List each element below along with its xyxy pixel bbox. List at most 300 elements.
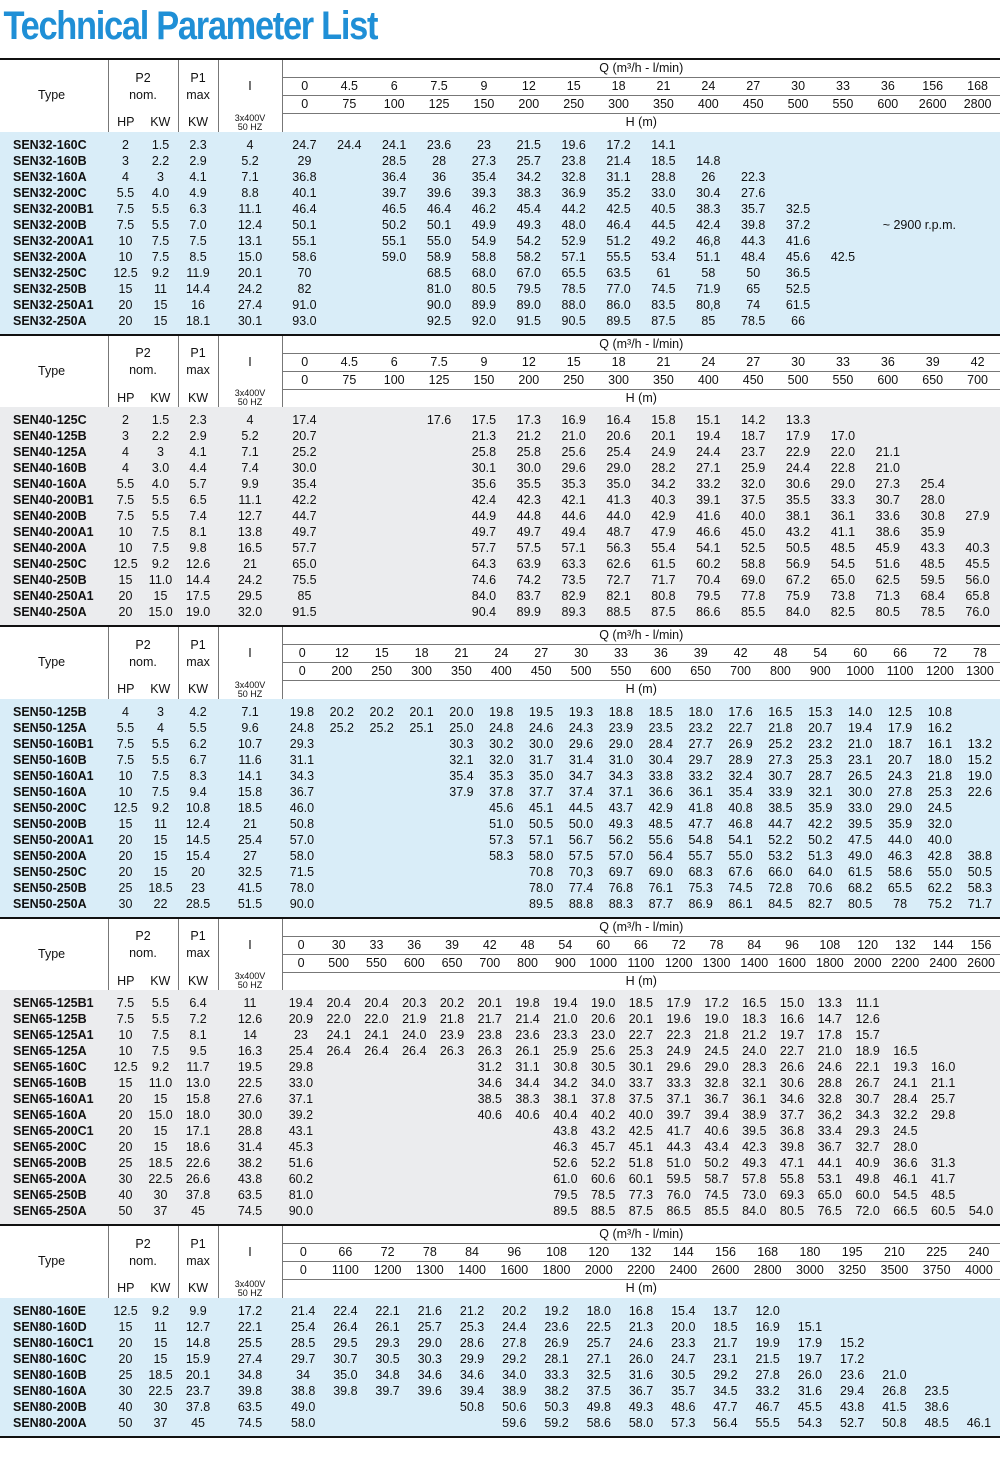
head-value: 29.0 [601,736,641,752]
kw-value: 9.2 [143,556,178,572]
kw-value: 7.5 [143,233,178,249]
current-value: 11.6 [218,752,282,768]
head-value: 33.7 [622,1075,660,1091]
head-value: 20.9 [282,1011,320,1027]
head-value: 46.3 [880,848,920,864]
head-value [327,313,372,329]
head-value: 51.0 [660,1155,698,1171]
p1-value: 18.0 [178,1107,218,1123]
head-value: 29.4 [831,1383,873,1399]
current-value: 12.6 [218,1011,282,1027]
hp-value: 12.5 [108,265,143,281]
p1-value: 2.9 [178,428,218,444]
head-value: 57.8 [735,1171,773,1187]
table-row [0,752,1000,768]
pump-type: SEN50-200A1 [0,832,108,848]
head-value: 77.4 [561,880,601,896]
hp-value: 20 [108,1335,143,1351]
current-value: 22.1 [218,1319,282,1335]
current-value: 8.8 [218,185,282,201]
current-value: 74.5 [218,1415,282,1431]
head-value [327,572,372,588]
kw-value: 7.5 [143,540,178,556]
pump-type: SEN65-200C [0,1139,108,1155]
head-value: 25.6 [584,1043,622,1059]
pump-type: SEN65-125B1 [0,995,108,1011]
head-value: 72.8 [761,880,801,896]
current-header: I [218,60,282,114]
head-value: 85 [686,313,731,329]
head-value: 54.1 [721,832,761,848]
hp-value: 30 [108,896,143,912]
kw-value: 37 [143,1203,178,1219]
head-value: 32.0 [731,476,776,492]
kw-value: 11 [143,281,178,297]
head-value: 29.0 [596,460,641,476]
head-value: 66 [776,313,821,329]
hp-value: 15 [108,816,143,832]
head-value [320,1075,358,1091]
head-value: 89.3 [551,604,596,620]
pump-type: SEN80-160E [0,1303,108,1319]
head-value: 22.7 [721,720,761,736]
head-value: 46.6 [686,524,731,540]
pump-type: SEN32-200B1 [0,201,108,217]
nom-label: nom. [129,87,157,102]
flow-lmin-value: 500 [776,96,821,114]
head-value: 50.5 [776,540,821,556]
hp-value: 7.5 [108,201,143,217]
head-value: 19.0 [584,995,622,1011]
head-value: 47.9 [641,524,686,540]
head-value: 42.8 [920,848,960,864]
current-value: 32.5 [218,864,282,880]
current-value: 19.5 [218,1059,282,1075]
head-value: 57.0 [282,832,322,848]
head-value: 23.6 [509,1027,547,1043]
head-value: 87.5 [641,313,686,329]
head-value: 60.1 [622,1171,660,1187]
head-value: 29.3 [366,1335,408,1351]
section-3 [0,625,1000,917]
kw-value: 15 [143,297,178,313]
head-value [433,1075,471,1091]
head-value: 59.5 [910,572,955,588]
p1-value: 37.8 [178,1399,218,1415]
head-value: 78.5 [584,1187,622,1203]
flow-m3h-value: 30 [776,78,821,96]
flow-lmin-value: 2400 [662,1262,704,1280]
head-value [402,848,442,864]
head-value: 93.0 [282,313,327,329]
flow-m3h-value: 180 [789,1244,831,1262]
head-value [962,1139,1000,1155]
hp-value: 10 [108,768,143,784]
head-value: 29.2 [704,1367,746,1383]
max-label: max [186,87,210,102]
head-value: 21.1 [865,444,910,460]
table-row [0,1367,1000,1383]
head-value: 25.4 [596,444,641,460]
p1-value: 17.1 [178,1123,218,1139]
pump-type: SEN65-200B [0,1155,108,1171]
flow-lmin-value: 1200 [366,1262,408,1280]
head-value: 28.0 [910,492,955,508]
flow-m3h-value: 42 [955,353,1000,371]
head-value: 21.4 [509,1011,547,1027]
head-value: 44.0 [880,832,920,848]
head-value: 34.7 [561,768,601,784]
head-value: 18.7 [880,736,920,752]
head-value [327,233,372,249]
head-value: 19.6 [551,137,596,153]
head-value: 58.0 [620,1415,662,1431]
flow-lmin-value: 900 [800,663,840,681]
head-value [887,1011,925,1027]
hp-value: 10 [108,1043,143,1059]
head-value: 32.8 [811,1091,849,1107]
head-value: 57.5 [506,540,551,556]
head-value: 30.3 [409,1351,451,1367]
flow-lmin-value: 250 [362,663,402,681]
flow-lmin-value: 350 [442,663,482,681]
head-value: 36.6 [641,784,681,800]
head-value: 38.5 [761,800,801,816]
head-value [402,736,442,752]
head-value: 21.9 [395,1011,433,1027]
kw-unit: KW [178,114,218,132]
flow-m3h-value: 0 [282,1244,324,1262]
head-value: 74.2 [506,572,551,588]
hp-value: 7.5 [108,736,143,752]
head-value [402,832,442,848]
flow-m3h-value: 66 [324,1244,366,1262]
head-value: 26.4 [320,1043,358,1059]
flow-m3h-value: 96 [493,1244,535,1262]
flow-lmin-value: 1300 [960,663,1000,681]
pump-type: SEN40-160B [0,460,108,476]
p2-header [108,627,178,681]
current-value: 63.5 [218,1399,282,1415]
head-value: 21.7 [704,1335,746,1351]
head-value: 67.0 [506,265,551,281]
table-row [0,1319,1000,1335]
head-value [372,604,417,620]
head-value: 20.4 [358,995,396,1011]
flow-lmin-value: 1600 [493,1262,535,1280]
head-value [372,508,417,524]
table-row [0,1351,1000,1367]
head-value: 48.5 [910,556,955,572]
head-value: 73.5 [551,572,596,588]
flow-lmin-value: 1100 [880,663,920,681]
hp-value: 20 [108,588,143,604]
table-row [0,492,1000,508]
p1-value: 8.1 [178,524,218,540]
head-value [433,1139,471,1155]
head-value: 40.5 [641,201,686,217]
head-value: 24.1 [372,137,417,153]
head-value: 56.4 [704,1415,746,1431]
pump-type: SEN50-160A1 [0,768,108,784]
max-label: max [186,946,210,961]
head-value [327,281,372,297]
head-value: 25.7 [924,1091,962,1107]
head-value: 50.6 [493,1399,535,1415]
head-value: 39.8 [773,1139,811,1155]
head-value: 21.4 [282,1303,324,1319]
head-value: 30.7 [761,768,801,784]
head-value [395,1203,433,1219]
table-row [0,1399,1000,1415]
head-value: 43.8 [546,1123,584,1139]
head-value: 39.3 [462,185,507,201]
head-value: 79.5 [686,588,731,604]
hp-value: 4 [108,460,143,476]
head-value: 57.1 [551,540,596,556]
table-row [0,137,1000,153]
flow-m3h-value: 12 [322,645,362,663]
table-row [0,1139,1000,1155]
flow-lmin-value: 650 [433,954,471,972]
head-value: 37.5 [578,1383,620,1399]
head-value: 30.8 [910,508,955,524]
flow-m3h-value: 27 [731,353,776,371]
table-row [0,428,1000,444]
head-value: 42.2 [800,816,840,832]
head-value [327,412,372,428]
head-value: 37.5 [731,492,776,508]
flow-m3h-value: 39 [910,353,955,371]
flow-m3h-value: 36 [865,78,910,96]
head-value: 80.8 [641,588,686,604]
head-value: 29.0 [880,800,920,816]
head-value: 15.3 [800,704,840,720]
flow-m3h-value: 0 [282,645,322,663]
head-value: 78.5 [551,281,596,297]
head-value [362,752,402,768]
p1-value: 8.1 [178,1027,218,1043]
head-value: 23.1 [840,752,880,768]
kw-value: 18.5 [143,880,178,896]
head-value: 37.4 [561,784,601,800]
head-value [395,1059,433,1075]
head-value [955,313,1000,329]
head-value [821,153,866,169]
head-value [362,832,402,848]
current-value: 7.1 [218,444,282,460]
head-value: 90.4 [462,604,507,620]
head-value: 22.1 [849,1059,887,1075]
head-value: 55.0 [920,864,960,880]
head-value: 83.5 [641,297,686,313]
head-value: 16.0 [924,1059,962,1075]
head-value: 31.7 [521,752,561,768]
p1-value: 9.8 [178,540,218,556]
table-row [0,816,1000,832]
flow-lmin-value: 2400 [924,954,962,972]
current-header: I [218,627,282,681]
head-value [322,816,362,832]
head-value: 50.2 [698,1155,736,1171]
head-value: 86.1 [721,896,761,912]
flow-lmin-value: 450 [731,96,776,114]
head-value: 26.4 [358,1043,396,1059]
flow-m3h-value: 108 [535,1244,577,1262]
table-row [0,1043,1000,1059]
head-value [873,1303,915,1319]
head-value: 11.1 [849,995,887,1011]
pump-type: SEN50-160B1 [0,736,108,752]
flow-m3h-value: 48 [761,645,801,663]
head-value: 50.2 [800,832,840,848]
head-value: 27.7 [681,736,721,752]
p1-value: 12.6 [178,556,218,572]
head-value: 52.2 [761,832,801,848]
current-value: 9.6 [218,720,282,736]
head-value [955,281,1000,297]
p1-header [178,627,218,681]
hp-value: 20 [108,1091,143,1107]
flow-m3h-value: 4.5 [327,353,372,371]
head-value [322,848,362,864]
p1-value: 6.4 [178,995,218,1011]
head-value: 50.0 [561,816,601,832]
head-value [955,412,1000,428]
head-value: 28.5 [282,1335,324,1351]
head-value: 36.8 [282,169,327,185]
head-value: 33.0 [282,1075,320,1091]
head-value: 20.2 [493,1303,535,1319]
head-value [962,1011,1000,1027]
head-value: 31.3 [924,1155,962,1171]
speed-note: ~ 2900 r.p.m. [882,218,956,232]
current-value: 32.0 [218,604,282,620]
hp-value: 3 [108,428,143,444]
head-value: 25.8 [462,444,507,460]
head-value: 70.8 [521,864,561,880]
head-value: 73.8 [821,588,866,604]
head-value [322,896,362,912]
head-value: 86.9 [681,896,721,912]
head-value: 52.7 [831,1415,873,1431]
table-row [0,704,1000,720]
head-value [442,864,482,880]
table-row [0,153,1000,169]
head-value [865,233,910,249]
current-value: 11.1 [218,492,282,508]
p1-value: 4.1 [178,444,218,460]
head-value: 65.5 [551,265,596,281]
hp-value: 2 [108,412,143,428]
pump-type: SEN40-200B1 [0,492,108,508]
head-value: 48.5 [821,540,866,556]
head-value: 22.9 [776,444,821,460]
head-value: 25.6 [551,444,596,460]
head-value: 28.8 [811,1075,849,1091]
flow-m3h-value: 36 [395,936,433,954]
p1-value: 12.4 [178,816,218,832]
flow-m3h-value: 120 [849,936,887,954]
head-value: 37.7 [773,1107,811,1123]
kw-value: 18.5 [143,1155,178,1171]
head-value [916,1319,958,1335]
head-value: 34 [282,1367,324,1383]
head-value [372,556,417,572]
kw-value: 7.5 [143,784,178,800]
head-value [924,1139,962,1155]
head-value [395,1107,433,1123]
head-value [910,233,955,249]
flow-lmin-value: 1200 [660,954,698,972]
head-value [910,297,955,313]
head-value: 50.1 [417,217,462,233]
head-value: 79.5 [546,1187,584,1203]
head-value: 18.0 [920,752,960,768]
table-row [0,1383,1000,1399]
head-value: 87.5 [641,604,686,620]
head-value: 84.0 [776,604,821,620]
head-value: 90.0 [282,1203,320,1219]
head-value: 74.6 [462,572,507,588]
current-value: 7.1 [218,704,282,720]
current-value: 27.4 [218,1351,282,1367]
kw-value: 7.5 [143,1043,178,1059]
head-value: 36.7 [282,784,322,800]
hp-unit: HP [108,972,143,990]
head-value: 27.1 [578,1351,620,1367]
head-value: 22.6 [960,784,1000,800]
head-value [402,880,442,896]
head-value: 31.4 [561,752,601,768]
head-value: 21.0 [865,460,910,476]
p2-label: P2 [135,637,151,652]
flow-lmin-value: 600 [395,954,433,972]
head-value: 50.5 [960,864,1000,880]
kw-value: 9.2 [143,1059,178,1075]
head-value: 29.0 [821,476,866,492]
head-value: 27.3 [761,752,801,768]
flow-m3h-value: 168 [955,78,1000,96]
head-value: 22.4 [324,1303,366,1319]
flow-lmin-value: 125 [417,96,462,114]
kw-value: 11 [143,816,178,832]
head-value: 53.2 [761,848,801,864]
head-value [958,1335,1000,1351]
head-value: 46.4 [282,201,327,217]
head-value [865,297,910,313]
head-value: 59.6 [493,1415,535,1431]
head-value: 50.1 [282,217,327,233]
p1-value: 4.4 [178,460,218,476]
head-value: 54.3 [789,1415,831,1431]
kw-value: 22 [143,896,178,912]
kw-value: 7.5 [143,768,178,784]
flow-lmin-value: 2000 [578,1262,620,1280]
head-value [471,1187,509,1203]
head-value: 49.8 [578,1399,620,1415]
flow-lmin-value: 1300 [409,1262,451,1280]
flow-m3h-value: 120 [578,1244,620,1262]
p1-value: 4.1 [178,169,218,185]
head-value: 51.8 [622,1155,660,1171]
head-value: 50.3 [535,1399,577,1415]
head-value: 36.1 [821,508,866,524]
table-row [0,832,1000,848]
head-value: 22.1 [366,1303,408,1319]
flow-m3h-value: 84 [451,1244,493,1262]
head-value: 24.5 [920,800,960,816]
